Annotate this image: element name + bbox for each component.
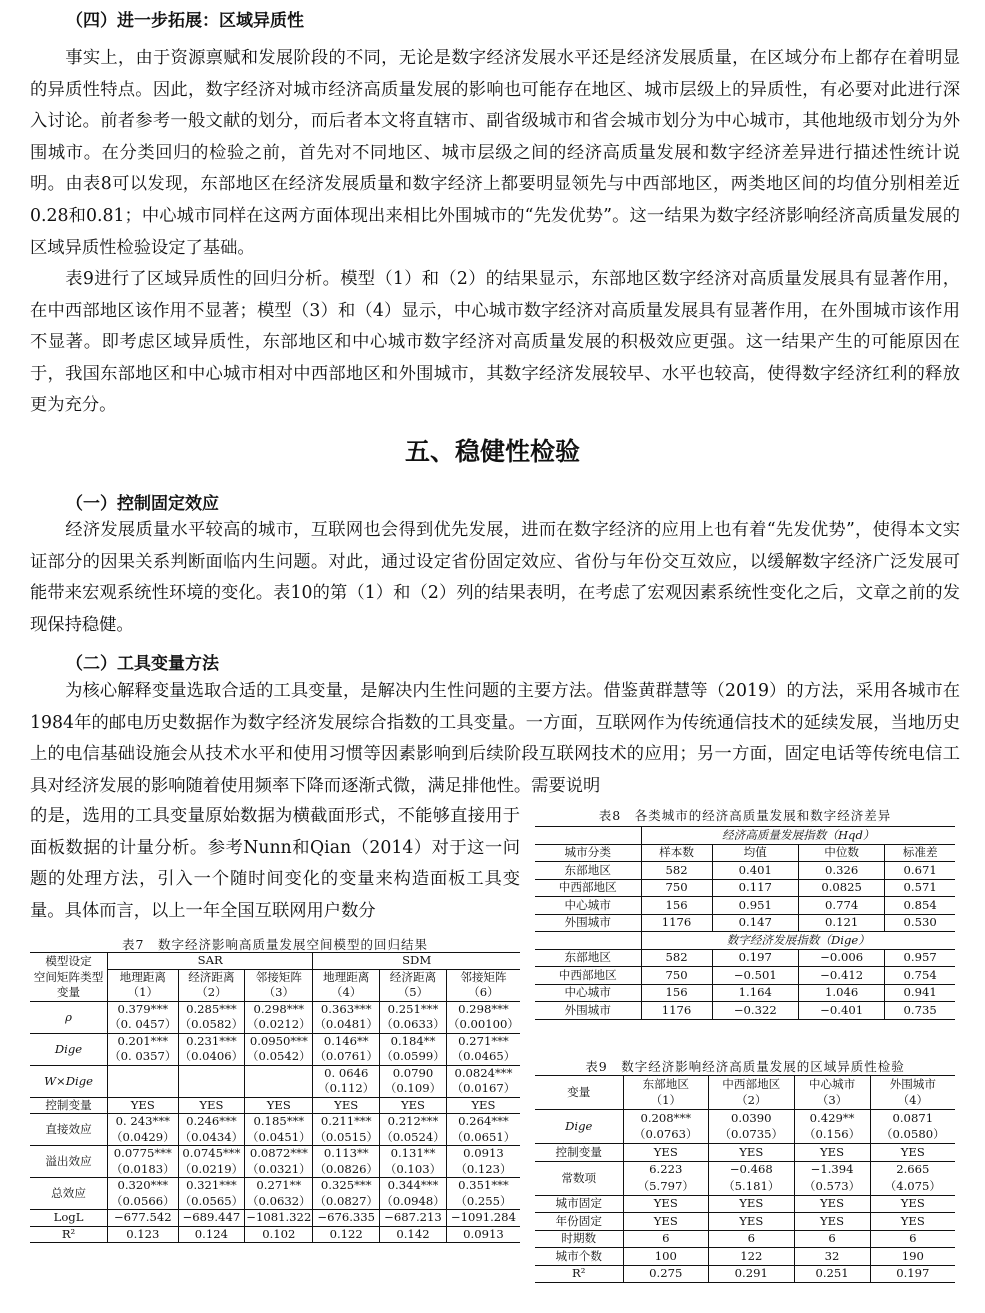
t7-cell: 0.325*** [313, 1178, 380, 1194]
t9-group: 中心城市 [794, 1076, 870, 1093]
t9-cell: 6.223 [623, 1161, 709, 1178]
t7-col: （3） [245, 985, 313, 1001]
t7-logl-label: LogL [30, 1210, 108, 1227]
t9-cell: （0.0763） [623, 1127, 709, 1144]
t7-cell: 0.122 [313, 1226, 380, 1243]
t7-cell: YES [313, 1097, 380, 1114]
t7-cell: 0.146** [313, 1033, 380, 1049]
t7-cell: （0.109） [380, 1081, 447, 1097]
t7-cell: （0. 0457） [109, 1017, 177, 1032]
t9-dige-label: Dige [535, 1110, 623, 1144]
t7-cell: （0.0406） [179, 1049, 244, 1064]
t9-cell: YES [623, 1213, 709, 1231]
t7-cell: 0.298*** [458, 1001, 509, 1016]
t9-cell: YES [900, 1213, 925, 1228]
t7-h-sdm: SDM [313, 953, 520, 970]
t7-cell: YES [380, 1097, 447, 1114]
t8-cell: 1.164 [712, 984, 798, 1002]
t8-header: 样本数 [641, 844, 712, 862]
t9-cell: 0.0390 [709, 1110, 795, 1127]
subsection-1-heading: （一）控制固定效应 [66, 494, 219, 514]
t7-cell: −687.213 [380, 1210, 447, 1227]
t9-cell: （0.156） [794, 1127, 870, 1144]
t7-cell: −677.542 [108, 1210, 178, 1227]
t7-cell: （0.0481） [314, 1017, 379, 1032]
t8-panel2: 数字经济发展指数（Dige） [726, 932, 870, 947]
t7-cell: −689.447 [178, 1210, 245, 1227]
t7-cell [178, 1081, 245, 1097]
subsection-2-heading: （二）工具变量方法 [66, 654, 219, 674]
t9-group: 外围城市 [889, 1076, 936, 1091]
t8-cell: −0.322 [712, 1002, 798, 1020]
t7-cell: （0.0565） [179, 1193, 244, 1208]
t9-group: 东部地区 [623, 1076, 709, 1093]
t7-cell: （0.0451） [245, 1130, 313, 1146]
t9-cell: 6 [709, 1230, 795, 1248]
t9-cell: YES [794, 1213, 870, 1231]
t7-cell: 0.264*** [458, 1114, 509, 1129]
t7-cell: 0.0775*** [108, 1146, 178, 1162]
t9-ctrl-label: 控制变量 [535, 1144, 623, 1162]
t7-cell: 0.251*** [380, 1001, 447, 1017]
t8-blank [535, 827, 641, 845]
paragraph-regional-heterogeneity [30, 43, 960, 264]
t9-cell: 2.665 [896, 1162, 930, 1177]
t7-cell: 0.0790 [380, 1065, 447, 1081]
t7-cell: 0.0824*** [454, 1065, 513, 1080]
table7-caption: 表7 数字经济影响高质量发展空间模型的回归结果 [122, 937, 428, 952]
t9-col: （3） [794, 1093, 870, 1110]
t7-ctrl-label: 控制变量 [30, 1097, 108, 1114]
t7-matrix: 邻接矩阵 [460, 969, 507, 984]
t8-cell: −0.006 [798, 949, 884, 967]
t8-cell: −0.501 [712, 967, 798, 985]
t7-matrix: 邻接矩阵 [245, 969, 313, 985]
t7-cell: 0.124 [178, 1226, 245, 1243]
t8-cell: 0.401 [712, 862, 798, 880]
t8-cell: −0.412 [798, 967, 884, 985]
t9-cell: 6 [909, 1231, 917, 1246]
t7-cell: （0.0582） [179, 1017, 244, 1032]
t7-cell: 0.102 [245, 1226, 313, 1243]
t7-matrix: 经济距离 [178, 969, 245, 985]
t9-cell: 0.429** [794, 1110, 870, 1127]
t8-cell: 1.046 [798, 984, 884, 1002]
t7-cell: （0.00100） [447, 1017, 519, 1032]
t9-cell: （0.573） [794, 1178, 870, 1195]
t9-cell: YES [709, 1144, 795, 1162]
t8-cell: 中心城市 [535, 984, 641, 1002]
t7-cell: YES [471, 1097, 496, 1112]
t7-total-label: 总效应 [30, 1178, 108, 1210]
t7-cell: 0.131** [380, 1146, 447, 1162]
t9-col: （2） [709, 1093, 795, 1110]
t8-cell: 0.957 [903, 950, 937, 965]
t7-cell: −1091.284 [450, 1210, 516, 1225]
t7-cell: 0.246*** [178, 1114, 245, 1130]
t8-cell: 0.854 [903, 897, 937, 912]
t8-header: 均值 [712, 844, 798, 862]
t7-cell: （0.0183） [108, 1162, 178, 1178]
t9-group: 中西部地区 [709, 1076, 795, 1093]
t7-cell: 0.344*** [380, 1178, 447, 1194]
t8-cell: 中西部地区 [535, 967, 641, 985]
t9-cell: 0.291 [709, 1265, 795, 1283]
t9-cell: YES [900, 1196, 925, 1211]
t8-cell: 750 [641, 967, 712, 985]
t9-cell: YES [623, 1195, 709, 1213]
t8-cell: 582 [641, 862, 712, 880]
table8 [535, 826, 955, 1020]
t7-cell: （0.0826） [314, 1161, 379, 1176]
t9-cell: （5.797） [623, 1178, 709, 1195]
t7-cell: 0.142 [380, 1226, 447, 1243]
t7-cell: 0.320*** [108, 1178, 178, 1194]
t7-matrix: 地理距离 [108, 969, 178, 985]
t8-cell: 外围城市 [535, 1002, 641, 1020]
t9-cell: 0.208*** [623, 1110, 709, 1127]
t7-cell: （0.0633） [381, 1017, 445, 1032]
t7-cell: −1081.322 [246, 1210, 312, 1225]
t9-cell: 6 [623, 1230, 709, 1248]
t8-cell: 0.197 [712, 949, 798, 967]
t7-rho-label: ρ [30, 1001, 108, 1033]
t7-cell: 0.351*** [458, 1178, 509, 1193]
t7-cell: 0.0950*** [245, 1033, 313, 1049]
t7-cell: （0.103） [380, 1162, 447, 1178]
t9-cell: 0.251 [794, 1265, 870, 1283]
t7-col: （6） [468, 985, 499, 1000]
t9-cell: YES [794, 1144, 870, 1162]
t7-cell: （0.0434） [179, 1129, 244, 1144]
t7-cell: （0.0515） [314, 1129, 379, 1144]
t8-panel1: 经济高质量发展指数（Hqd） [722, 827, 875, 842]
t7-cell: 0.0872*** [245, 1146, 313, 1162]
t7-cell: （0.123） [455, 1161, 512, 1176]
t7-cell: 0.123 [108, 1226, 178, 1243]
t8-cell: 0.571 [903, 880, 937, 895]
t9-col: （4） [897, 1093, 929, 1108]
t7-cell: 0.271*** [458, 1033, 509, 1048]
t7-cell: 0.0745*** [178, 1146, 245, 1162]
t7-cell: 0.184** [380, 1033, 447, 1049]
t9-cell: 0.197 [896, 1266, 930, 1281]
t8-cell: 750 [641, 879, 712, 897]
t7-cell: （0.0651） [451, 1129, 516, 1144]
t7-matrix: 经济距离 [380, 969, 447, 985]
t9-cell: 0.0871 [892, 1110, 934, 1125]
t8-cell: 0.0825 [798, 879, 884, 897]
t8-cell: 中西部地区 [535, 879, 641, 897]
t7-h-model: 模型设定 [30, 953, 108, 970]
t9-r2-label: R² [535, 1265, 623, 1283]
t7-h-sar: SAR [108, 953, 313, 970]
t7-cell: 0.113** [313, 1146, 380, 1162]
t9-cell: 190 [901, 1248, 924, 1263]
t7-cell: （0.0167） [451, 1081, 516, 1096]
t7-cell: （0.0566） [108, 1194, 178, 1210]
t7-cell: 0.211*** [313, 1114, 380, 1130]
paragraph-3-text: 经济发展质量水平较高的城市，互联网也会得到优先发展，进而在数字经济的应用上也有着“先发优势”，使得本文实证部分的因果关系判断面临内生问题。对此，通过设定省份固定效应、省份与年份交互效应，以缓解数字经济广泛发展可能带来宏观系统性环境的变化。表10的第（1）和（2）列的结果表明，在考虑了宏观因素系统性变化之后，文章之前的发现保持稳健。 [30, 520, 960, 635]
t8-cell: 0.951 [712, 897, 798, 915]
t7-matrix: 地理距离 [313, 969, 380, 985]
t9-cell: YES [709, 1195, 795, 1213]
t7-cell: 0.201*** [108, 1033, 178, 1049]
t7-cell: （0.0219） [179, 1161, 244, 1176]
t7-cell: （0.0827） [314, 1193, 379, 1208]
t7-r2-label: R² [30, 1226, 108, 1243]
t7-col: （4） [313, 985, 380, 1001]
t9-cell: YES [623, 1144, 709, 1162]
t7-cell: YES [178, 1097, 245, 1114]
t7-cell [245, 1065, 313, 1081]
t7-cell [108, 1081, 178, 1097]
t7-cell [108, 1065, 178, 1081]
t8-header: 标准差 [902, 845, 938, 860]
t7-cell: （0.0465） [451, 1049, 516, 1064]
t9-cell: 122 [709, 1248, 795, 1266]
t7-cell: （0.0948） [381, 1193, 445, 1208]
t8-blank [535, 932, 641, 950]
t8-cell: 0.121 [798, 914, 884, 932]
t8-cell: 0.735 [903, 1002, 937, 1017]
paragraph-table9-analysis [30, 264, 960, 422]
t9-cityfe-label: 城市固定 [535, 1195, 623, 1213]
section-5-title: 五、稳健性检验 [404, 437, 580, 466]
t7-cell: （0. 0357） [109, 1049, 177, 1064]
t8-cell: −0.401 [798, 1002, 884, 1020]
t7-cell: 0.321*** [178, 1178, 245, 1194]
t7-cell: YES [108, 1097, 178, 1114]
t9-cell: 0.275 [623, 1265, 709, 1283]
t8-cell: 东部地区 [535, 862, 641, 880]
t8-cell: 中心城市 [535, 897, 641, 915]
t9-cell: −1.394 [794, 1161, 870, 1178]
t8-cell: 156 [641, 984, 712, 1002]
t7-cell: （0.0524） [381, 1129, 445, 1144]
t7-dige-label: Dige [30, 1033, 108, 1065]
t7-cell: 0.271** [245, 1178, 313, 1194]
t9-h-var: 变量 [535, 1076, 623, 1110]
t9-cell: −0.468 [709, 1161, 795, 1178]
t7-col: （1） [108, 985, 178, 1001]
t9-cell: 6 [794, 1230, 870, 1248]
t9-cell: 100 [623, 1248, 709, 1266]
t8-cell: 0.530 [903, 915, 937, 930]
t9-cell: （5.181） [709, 1178, 795, 1195]
t7-cell: （0.0599） [381, 1049, 445, 1064]
t9-periods-label: 时期数 [535, 1230, 623, 1248]
t8-cell: 东部地区 [535, 949, 641, 967]
paragraph-4-cont-text: 的是，选用的工具变量原始数据为横截面形式，不能够直接用于面板数据的计量分析。参考Nunn和Qian（2014）对于这一问题的处理方法，引入一个随时间变化的变量来构造面板工具变量。具体而言，以上一年全国互联网用户数分 [30, 806, 520, 921]
table8-caption: 表8 各类城市的经济高质量发展和数字经济差异 [598, 808, 892, 823]
t7-cell: 0.0913 [463, 1146, 504, 1161]
paragraph-1-text: 事实上，由于资源禀赋和发展阶段的不同，无论是数字经济发展水平还是经济发展质量，在区域分布上都存在着明显的异质性特点。因此，数字经济对城市经济高质量发展的影响也可能存在地区、城市层级上的异质性，有必要对此进行深入讨论。前者参考一般文献的划分，而后者本文将直辖市、副省级城市和省会城市划分为中心城市，其他地级市划分为外围城市。在分类回归的检验之前，首先对不同地区、城市层级之间的经济高质量发展和数字经济差异进行描述性统计说明。由表8可以发现，东部地区在经济发展质量和数字经济上都要明显领先与中西部地区，两类地区间的均值分别相差近0.28和0.81；中心城市同样在这两方面体现出来相比外围城市的“先发优势”。这一结果为数字经济影响经济高质量发展的区域异质性检验设定了基础。 [30, 48, 960, 258]
t7-cell: （0.0632） [245, 1194, 313, 1210]
t8-cell: 156 [641, 897, 712, 915]
t8-cell: 0.754 [903, 967, 937, 982]
t7-col: （5） [380, 985, 447, 1001]
t8-cell: 0.774 [798, 897, 884, 915]
table7 [30, 952, 520, 1243]
t7-cell: 0.0913 [463, 1226, 504, 1241]
t7-h-var: 变量 [30, 985, 108, 1001]
t8-cell: 0.671 [903, 862, 937, 877]
table9-caption: 表9 数字经济影响经济高质量发展的区域异质性检验 [585, 1059, 905, 1074]
paragraph-fixed-effects [30, 515, 960, 641]
t7-cell: 0.185*** [245, 1114, 313, 1130]
t9-cell: YES [709, 1213, 795, 1231]
t7-col: （2） [178, 985, 245, 1001]
t8-cell: 1176 [641, 914, 712, 932]
section-4-heading: （四）进一步拓展：区域异质性 [66, 11, 304, 31]
t7-cell [178, 1065, 245, 1081]
t7-cell: 0.212*** [380, 1114, 447, 1130]
paragraph-instrument-variable [30, 676, 960, 802]
t9-cell: （4.075） [884, 1178, 941, 1193]
t7-cell: （0.0321） [245, 1162, 313, 1178]
t7-cell: 0.298*** [245, 1001, 313, 1017]
t9-cell: （0.0735） [709, 1127, 795, 1144]
t7-cell: 0.379*** [108, 1001, 178, 1017]
t8-cell: 0.326 [798, 862, 884, 880]
t8-header: 中位数 [798, 844, 884, 862]
t7-cell: （0.0761） [314, 1049, 379, 1064]
t7-spill-label: 溢出效应 [30, 1146, 108, 1178]
t7-cell: （0.0212） [245, 1017, 313, 1033]
t9-cell: YES [900, 1144, 925, 1159]
t9-cell: YES [794, 1195, 870, 1213]
t7-cell [245, 1081, 313, 1097]
paragraph-2-text: 表9进行了区域异质性的回归分析。模型（1）和（2）的结果显示，东部地区数字经济对高质量发展具有显著作用，在中西部地区该作用不显著；模型（3）和（4）显示，中心城市数字经济对高质量发展具有显著作用，在外围城市该作用不显著。即考虑区域异质性，东部地区和中心城市数字经济对高质量发展的积极效应更强。这一结果产生的可能原因在于，我国东部地区和中心城市相对中西部地区和外围城市，其数字经济发展较早、水平也较高，使得数字经济红利的释放更为充分。 [30, 269, 960, 416]
paragraph-4-text: 为核心解释变量选取合适的工具变量，是解决内生性问题的主要方法。借鉴黄群慧等（2019）的方法，采用各城市在1984年的邮电历史数据作为数字经济发展综合指数的工具变量。一方面，互联网作为传统通信技术的延续发展，当地历史上的电信基础设施会从技术水平和使用习惯等因素影响到后续阶段互联网技术的应用；另一方面，固定电话等传统电信工具对经济发展的影响随着使用频率下降而逐渐式微，满足排他性。需要说明 [30, 681, 960, 796]
t7-cell: 0.285*** [178, 1001, 245, 1017]
t7-cell: （0.112） [313, 1081, 380, 1097]
t7-cell: （0.255） [455, 1193, 512, 1208]
t8-cell: 0.941 [903, 985, 937, 1000]
t7-h-matrix: 空间矩阵类型 [30, 969, 108, 985]
t7-cell: 0. 0646 [313, 1065, 380, 1081]
t7-cell: （0.0542） [245, 1049, 313, 1065]
t8-cell: 0.117 [712, 879, 798, 897]
t9-yearfe-label: 年份固定 [535, 1213, 623, 1231]
t7-direct-label: 直接效应 [30, 1114, 108, 1146]
t7-cell: YES [245, 1097, 313, 1114]
t7-cell: 0.231*** [178, 1033, 245, 1049]
t7-cell: 0.363*** [313, 1001, 380, 1017]
t9-cell: （0.0580） [880, 1127, 945, 1142]
table9 [535, 1075, 955, 1283]
t7-wdige-label: W×Dige [30, 1065, 108, 1097]
t9-col: （1） [623, 1093, 709, 1110]
t9-const-label: 常数项 [535, 1161, 623, 1195]
t7-cell: （0.0429） [108, 1130, 178, 1146]
t8-cell: 1176 [641, 1002, 712, 1020]
t9-cell: 32 [794, 1248, 870, 1266]
t9-cities-label: 城市个数 [535, 1248, 623, 1266]
t8-header: 城市分类 [535, 844, 641, 862]
t8-cell: 外围城市 [535, 914, 641, 932]
t7-cell: 0. 243*** [108, 1114, 178, 1130]
t8-cell: 0.147 [712, 914, 798, 932]
t8-cell: 582 [641, 949, 712, 967]
t7-cell: −676.335 [313, 1210, 380, 1227]
paragraph-instrument-continued [30, 801, 520, 927]
